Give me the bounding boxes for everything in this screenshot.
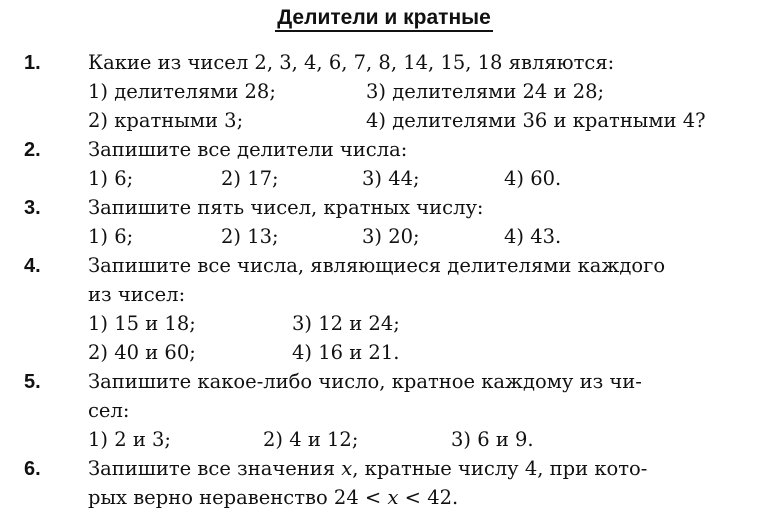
task-2-option-3: 3) 44; — [362, 167, 420, 190]
task-6-number: 6. — [24, 458, 41, 480]
task-2-text: Запишите все делители числа: — [88, 138, 408, 161]
task-4-option-1: 1) 15 и 18; — [88, 312, 196, 335]
task-2-number: 2. — [24, 139, 41, 161]
task-3-text: Запишите пять чисел, кратных числу: — [88, 196, 484, 219]
variable-x: x — [387, 486, 399, 509]
task-1-text: Какие из чисел 2, 3, 4, 6, 7, 8, 14, 15, 18 являются: — [88, 51, 615, 74]
worksheet-title-text: Делители и кратные — [275, 6, 493, 32]
task-3-option-4: 4) 43. — [504, 225, 562, 248]
task-4-text-line-1: Запишите все числа, являющиеся делителями каждого — [88, 254, 666, 277]
task-2-option-4: 4) 60. — [504, 167, 562, 190]
task-4-option-4: 4) 16 и 21. — [292, 341, 400, 364]
task-1-option-1: 1) делителями 28; — [88, 80, 276, 103]
task-5-text-line-1: Запишите какое-либо число, кратное каждому из чи- — [88, 370, 642, 393]
task-1-number: 1. — [24, 52, 41, 74]
task-4-option-3: 3) 12 и 24; — [292, 312, 400, 335]
task-4-option-2: 2) 40 и 60; — [88, 341, 196, 364]
task-6-text-line-2 — [88, 486, 458, 510]
variable-x: x — [341, 457, 353, 480]
task-1-option-4: 4) делителями 36 и кратными 4? — [366, 109, 706, 132]
worksheet-title — [0, 5, 768, 31]
task-3-option-1: 1) 6; — [88, 225, 134, 248]
task-5-option-1: 1) 2 и 3; — [88, 428, 171, 451]
task-2-option-1: 1) 6; — [88, 167, 134, 190]
task-6-text-1a: Запишите все значения — [88, 457, 342, 480]
task-2-option-2: 2) 17; — [221, 167, 279, 190]
task-3-option-3: 3) 20; — [362, 225, 420, 248]
task-6-text-1b: , кратные числу 4, при кото- — [352, 457, 648, 480]
task-6-text-line-1 — [88, 457, 647, 481]
task-6-text-2b: < 42. — [398, 486, 459, 509]
task-5-option-2: 2) 4 и 12; — [263, 428, 359, 451]
task-6-text-2a: рых верно неравенство 24 < — [88, 486, 388, 509]
task-3-number: 3. — [24, 197, 41, 219]
task-5-text-line-2: сел: — [88, 399, 130, 422]
task-3-option-2: 2) 13; — [221, 225, 279, 248]
task-5-option-3: 3) 6 и 9. — [451, 428, 534, 451]
task-4-text-line-2: из чисел: — [88, 283, 186, 306]
task-1-option-2: 2) кратными 3; — [88, 109, 244, 132]
task-5-number: 5. — [24, 371, 41, 393]
task-4-number: 4. — [24, 255, 41, 277]
task-1-option-3: 3) делителями 24 и 28; — [366, 80, 605, 103]
